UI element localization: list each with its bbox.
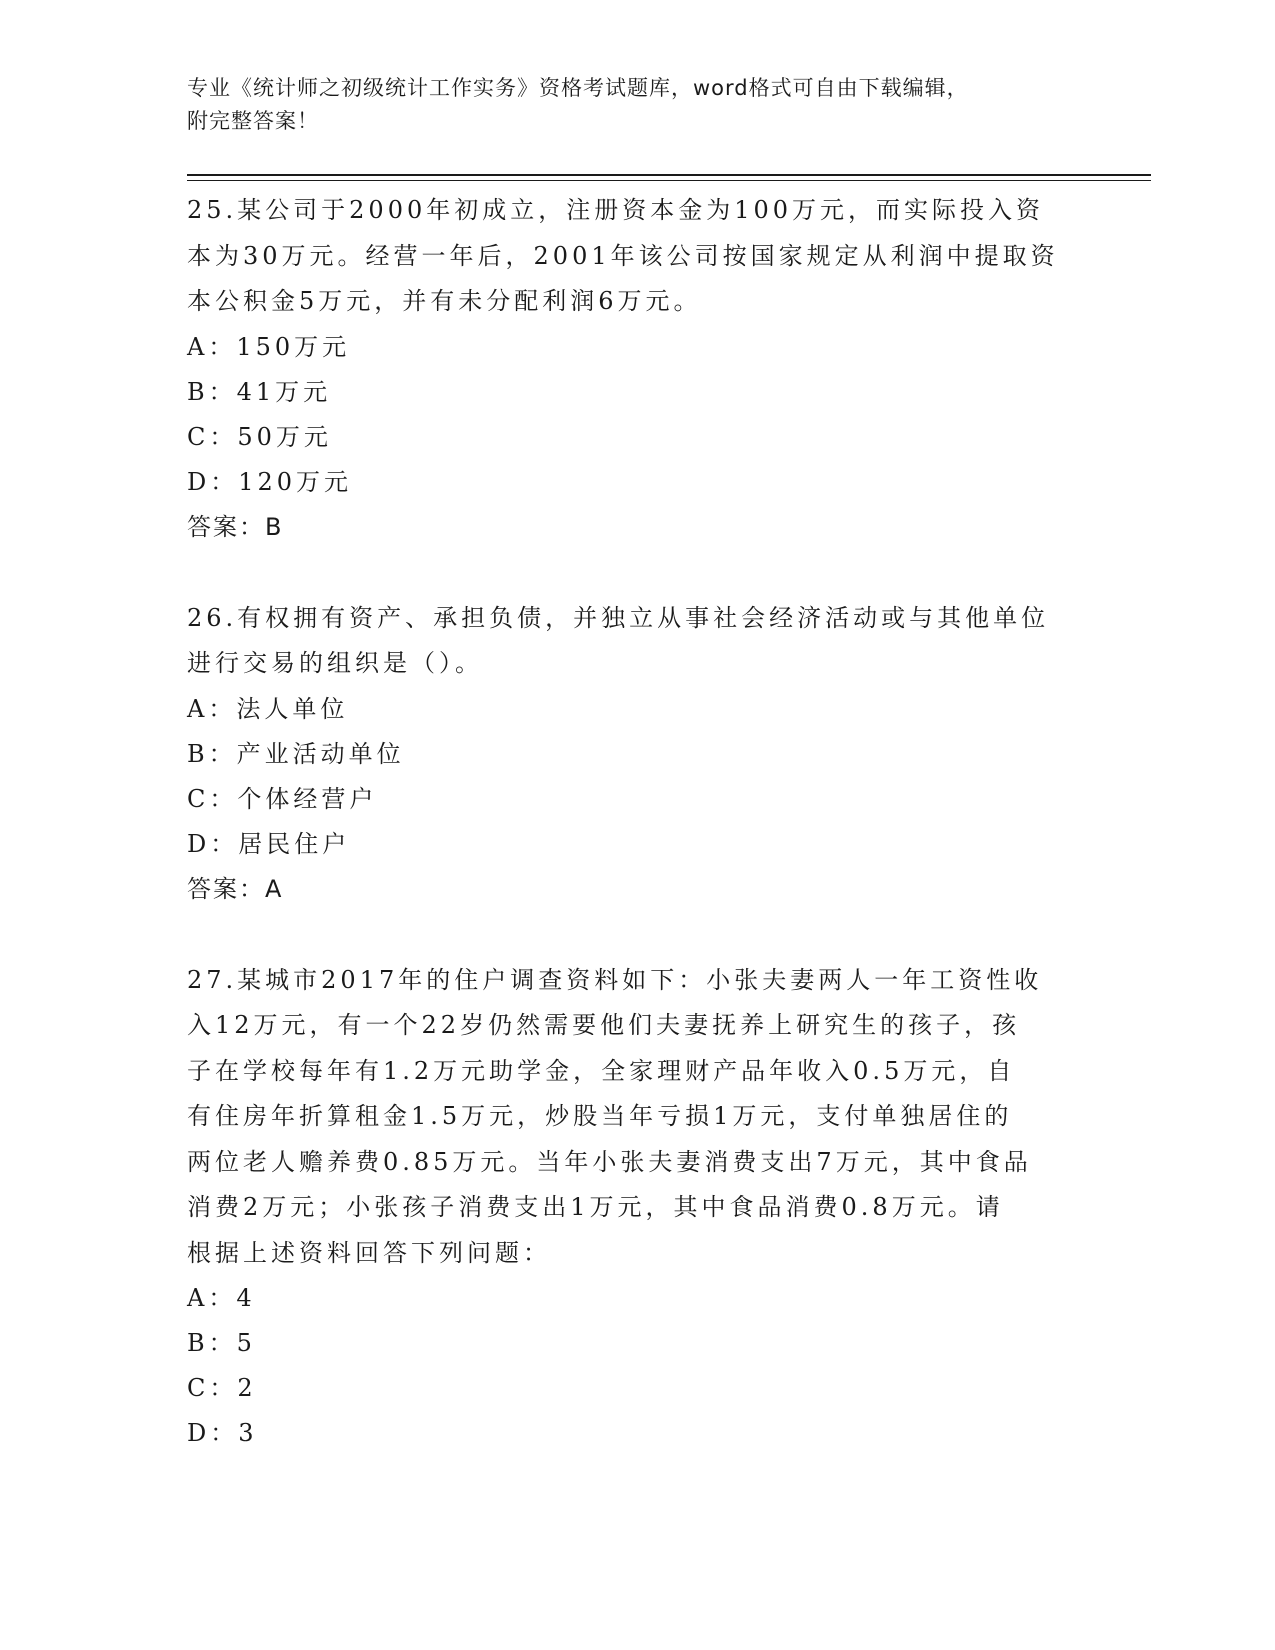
question-stem-line: 本公积金5万元，并有未分配利润6万元。 <box>187 287 702 315</box>
option-key: D： <box>187 467 239 496</box>
option-c <box>187 415 1087 460</box>
option-key: C： <box>187 1374 238 1402</box>
option-text: 5 <box>236 1329 256 1357</box>
question-spacer <box>187 550 1087 596</box>
header-line-1: 专业《统计师之初级统计工作实务》资格考试题库，word格式可自由下载编辑， <box>187 76 969 100</box>
option-key: D： <box>187 829 239 858</box>
option-text: 3 <box>238 1419 258 1447</box>
question-26 <box>187 596 1087 912</box>
option-d <box>187 822 1087 867</box>
question-stem-line: 27.某城市2017年的住户调查资料如下：小张夫妻两人一年工资性收 <box>187 965 1043 994</box>
question-spacer <box>187 912 1087 958</box>
option-text: 个体经营户 <box>237 784 378 813</box>
option-text: 150万元 <box>236 332 351 361</box>
option-text: 41万元 <box>236 377 332 406</box>
question-25 <box>187 188 1087 550</box>
header-divider-thick <box>187 174 1151 176</box>
option-text: 产业活动单位 <box>236 739 405 768</box>
option-key: A： <box>187 694 237 723</box>
option-b <box>187 1321 1087 1366</box>
option-key: B： <box>187 377 237 406</box>
question-stem-line: 根据上述资料回答下列问题： <box>187 1238 551 1267</box>
option-c <box>187 1366 1087 1411</box>
option-key: D： <box>187 1419 239 1447</box>
option-text: 法人单位 <box>236 694 349 723</box>
option-a <box>187 325 1087 370</box>
question-stem-line: 两位老人赡养费0.85万元。当年小张夫妻消费支出7万元，其中食品 <box>187 1147 1032 1176</box>
header-line-2: 附完整答案！ <box>187 109 319 133</box>
option-key: A： <box>187 332 237 361</box>
question-list <box>187 188 1087 1456</box>
option-text: 4 <box>236 1284 256 1312</box>
option-key: A： <box>187 1284 237 1312</box>
option-text: 居民住户 <box>238 829 351 858</box>
option-a <box>187 687 1087 732</box>
option-key: C： <box>187 784 238 813</box>
option-a <box>187 1276 1087 1321</box>
option-key: B： <box>187 739 237 768</box>
option-key: B： <box>187 1329 237 1357</box>
question-27 <box>187 958 1087 1457</box>
option-text: 2 <box>237 1374 257 1402</box>
header-divider-thin <box>187 180 1151 181</box>
document-header <box>187 72 1087 138</box>
question-stem-line: 25.某公司于2000年初成立，注册资本金为100万元，而实际投入资 <box>187 196 1045 224</box>
option-d <box>187 1411 1087 1456</box>
question-stem-line: 进行交易的组织是（）。 <box>187 649 483 677</box>
question-stem-line: 入12万元，有一个22岁仍然需要他们夫妻抚养上研究生的孩子，孩 <box>187 1011 1021 1039</box>
question-stem-line: 本为30万元。经营一年后，2001年该公司按国家规定从利润中提取资 <box>187 241 1059 270</box>
option-b <box>187 732 1087 777</box>
answer-line: 答案：B <box>187 512 284 541</box>
option-text: 120万元 <box>238 467 353 496</box>
question-stem-line: 26.有权拥有资产、承担负债，并独立从事社会经济活动或与其他单位 <box>187 603 1050 632</box>
question-stem-line: 有住房年折算租金1.5万元，炒股当年亏损1万元，支付单独居住的 <box>187 1102 1013 1130</box>
question-stem-line: 消费2万元；小张孩子消费支出1万元，其中食品消费0.8万元。请 <box>187 1193 1004 1221</box>
option-text: 50万元 <box>237 422 332 451</box>
question-stem-line: 子在学校每年有1.2万元助学金，全家理财产品年收入0.5万元，自 <box>187 1056 1016 1085</box>
option-b <box>187 370 1087 415</box>
option-d <box>187 460 1087 505</box>
option-c <box>187 777 1087 822</box>
option-key: C： <box>187 422 238 451</box>
answer-line: 答案：A <box>187 874 284 903</box>
